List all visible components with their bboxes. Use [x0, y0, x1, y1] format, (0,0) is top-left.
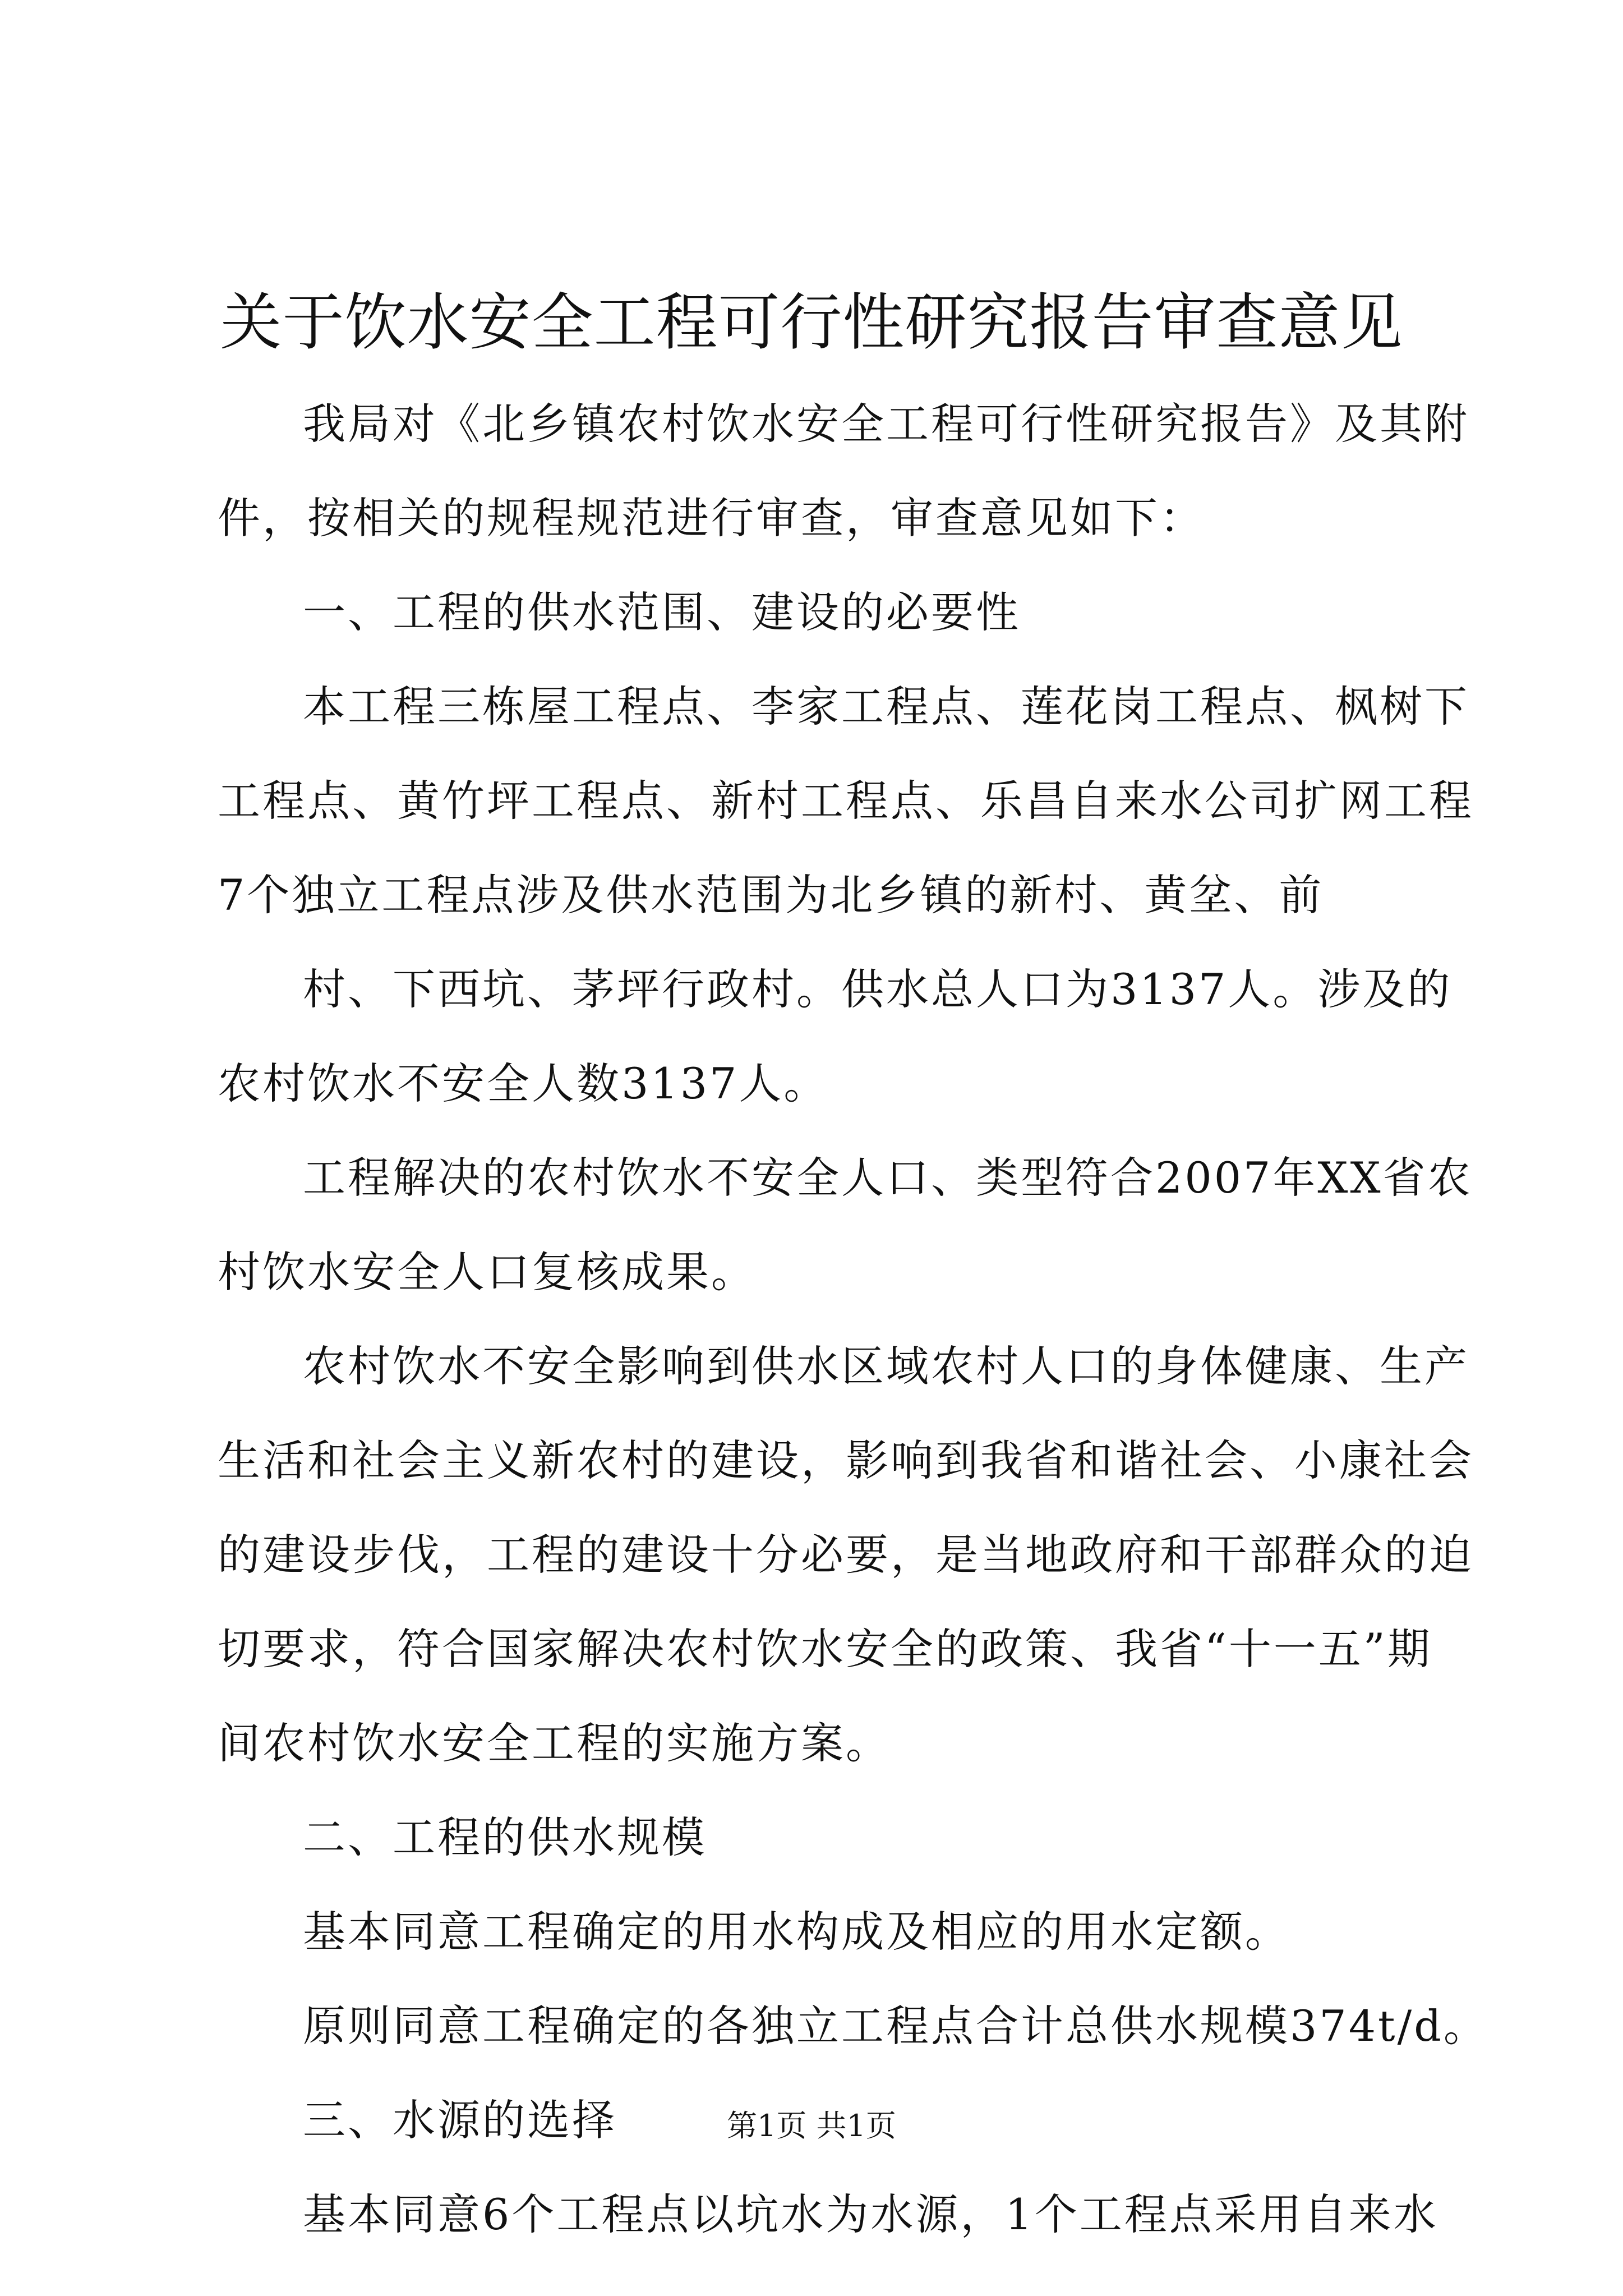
section-heading: 二、工程的供水规模	[303, 1812, 707, 1862]
paragraph-line: 村饮水安全人口复核成果。	[218, 1247, 756, 1297]
document-title: 关于饮水安全工程可行性研究报告审查意见	[220, 287, 1403, 358]
paragraph-line: 原则同意工程确定的各独立工程点合计总供水规模374t/d。	[303, 2001, 1488, 2051]
document-body	[218, 377, 1488, 2262]
paragraph-line: 村、下西坑、茅坪行政村。供水总人口为3137人。涉及的	[303, 964, 1453, 1014]
section-heading: 三、水源的选择	[303, 2095, 617, 2145]
paragraph-line: 工程解决的农村饮水不安全人口、类型符合2007年XX省农	[303, 1153, 1473, 1203]
paragraph-line: 基本同意工程确定的用水构成及相应的用水定额。	[303, 1907, 1290, 1957]
paragraph-line: 切要求，符合国家解决农村饮水安全的政策、我省“十一五”期	[218, 1624, 1432, 1674]
paragraph-line: 间农村饮水安全工程的实施方案。	[218, 1718, 891, 1768]
paragraph-line: 我局对《北乡镇农村饮水安全工程可行性研究报告》及其附	[303, 399, 1469, 449]
paragraph-line: 农村饮水不安全影响到供水区域农村人口的身体健康、生产	[303, 1341, 1469, 1391]
section-heading: 一、工程的供水范围、建设的必要性	[303, 587, 1021, 637]
paragraph-line: 生活和社会主义新农村的建设，影响到我省和谐社会、小康社会	[218, 1435, 1474, 1485]
paragraph-line: 农村饮水不安全人数3137人。	[218, 1059, 829, 1108]
paragraph-line: 本工程三栋屋工程点、李家工程点、莲花岗工程点、枫树下	[303, 682, 1469, 731]
paragraph-line: 的建设步伐，工程的建设十分必要，是当地政府和干部群众的迫	[218, 1530, 1474, 1580]
paragraph-line: 基本同意6个工程点以坑水为水源，1个工程点采用自来水	[303, 2189, 1438, 2239]
paragraph-line: 件，按相关的规程规范进行审查，审查意见如下：	[218, 493, 1205, 543]
paragraph-line: 工程点、黄竹坪工程点、新村工程点、乐昌自来水公司扩网工程	[218, 776, 1474, 826]
paragraph-line: 7个独立工程点涉及供水范围为北乡镇的新村、黄坌、前	[218, 870, 1324, 920]
page-footer: 第1页 共1页	[727, 2108, 896, 2143]
